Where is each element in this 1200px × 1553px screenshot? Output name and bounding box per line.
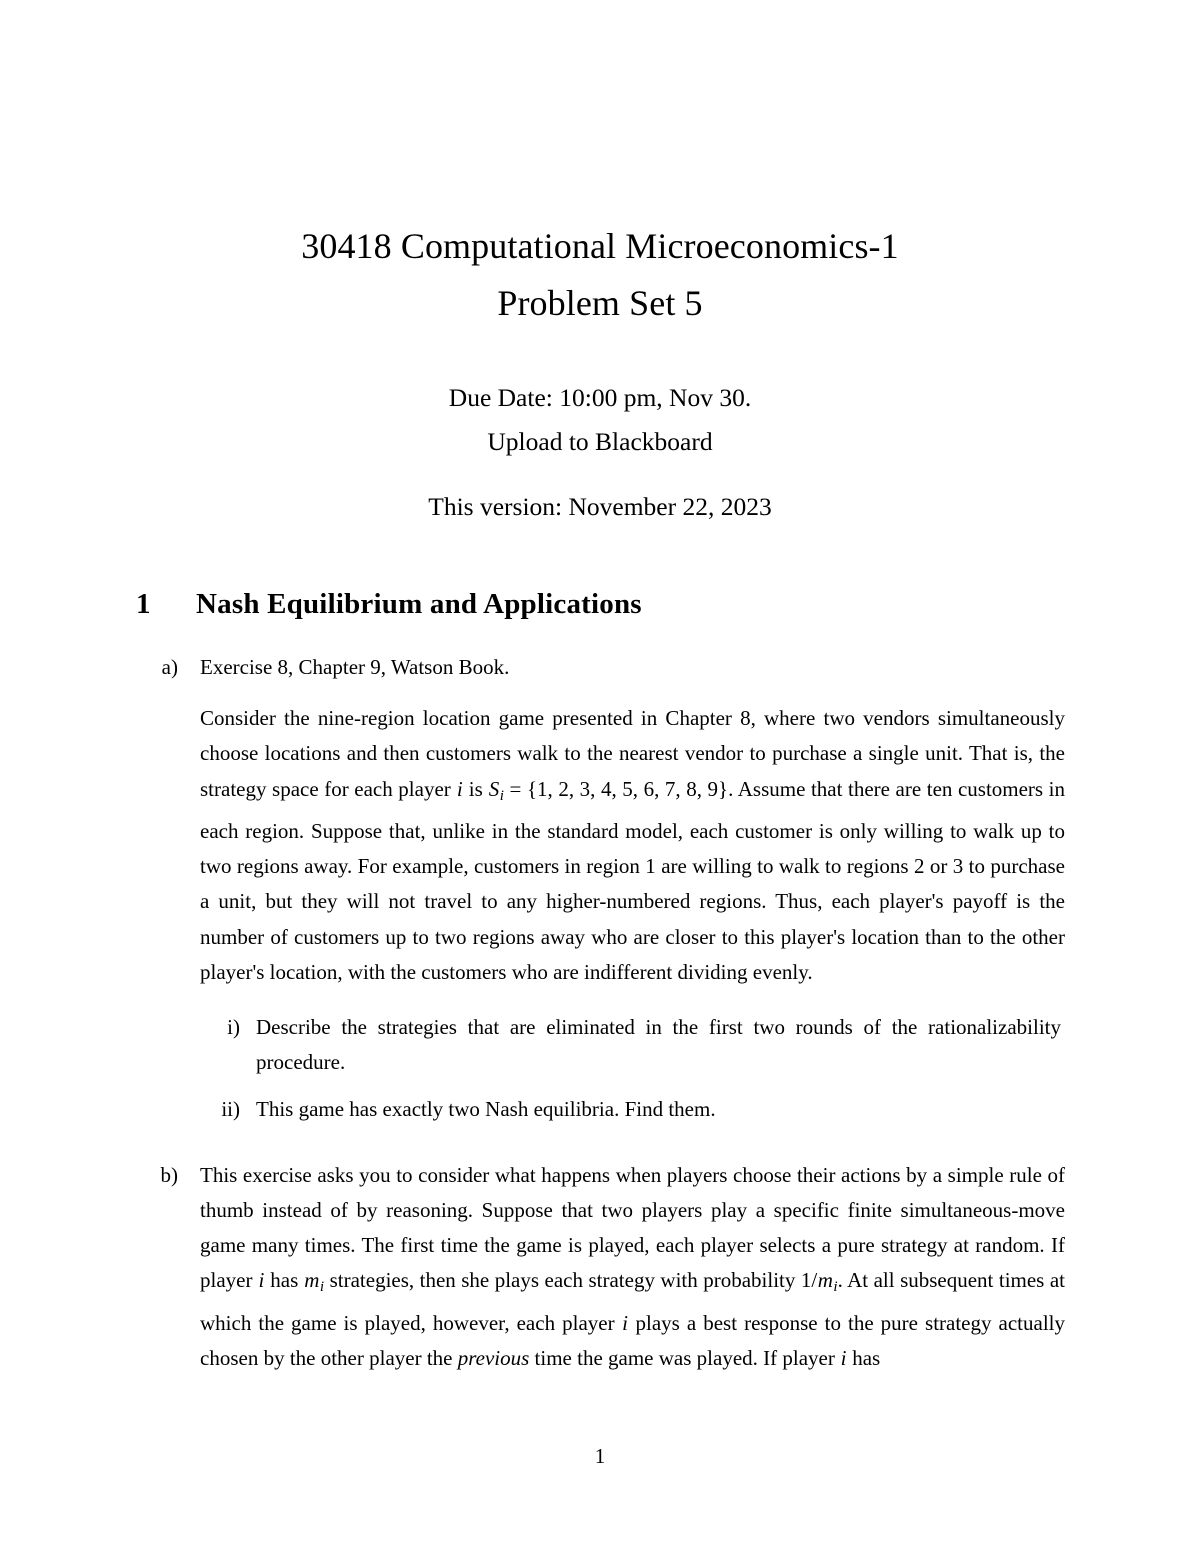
- list-item-a: [0, 650, 1200, 1128]
- subitem-marker-i: i): [227, 1015, 240, 1040]
- math-m-2: m: [817, 1268, 833, 1293]
- section-heading: [136, 588, 642, 621]
- item-marker-b: b): [160, 1162, 178, 1187]
- math-m-subscript: i: [319, 1279, 325, 1296]
- subitem-list-a: [200, 1010, 1065, 1128]
- title-line-2: Problem Set 5: [497, 283, 703, 323]
- math-player-i: i: [456, 776, 463, 801]
- item-a-body-part1: Consider the nine-region location game presented in Chapter 8, where two vendors simultaneously choose locations and then customers walk to the nearest vendor to purchase a single unit. That is, the strategy space for each player: [200, 706, 1065, 801]
- item-b-part4: . At all subsequent times at which the game is played, however, each player: [200, 1268, 1065, 1335]
- document-meta: [135, 385, 1065, 520]
- version-line: This version: November 22, 2023: [428, 492, 772, 521]
- section-number: 1: [136, 588, 151, 620]
- page-number: 1: [594, 1444, 606, 1468]
- title-line-1: 30418 Computational Microeconomics-1: [301, 226, 899, 266]
- item-b-part6: time the game was played. If player: [529, 1345, 841, 1370]
- math-player-i-2: i: [622, 1310, 628, 1335]
- math-strategy-space-S: S: [488, 776, 500, 801]
- math-strategy-space-subscript: i: [499, 787, 504, 804]
- item-a-body: [200, 701, 1065, 990]
- item-a-lead-text: Exercise 8, Chapter 9, Watson Book.: [200, 655, 510, 679]
- subitem-text-i: Describe the strategies that are eliminated in the first two rounds of the rationalizability procedure.: [256, 1015, 1061, 1075]
- subitem-i: [200, 1010, 1065, 1080]
- document-body: [0, 650, 1200, 1376]
- emphasis-previous: previous: [457, 1345, 530, 1370]
- upload-line: Upload to Blackboard: [487, 426, 713, 456]
- item-a-body-part2: is: [463, 776, 489, 801]
- item-spacer: [0, 1128, 1200, 1158]
- item-b-part7: has: [846, 1345, 881, 1370]
- item-a-body-part3: Assume that there are ten customers in each region. Suppose that, unlike in the standard model, each customer is only willing to walk up to two regions away. For example, customers in region 1 are willing to walk to regions 2 or 3 to purchase a unit, but they will not travel to any higher-numbered regions. Thus, each player's payoff is the number of customers up to two regions away who are closer to this player's location than to the other player's location, with the customers who are indifferent dividing evenly.: [200, 776, 1065, 984]
- subitem-marker-ii: ii): [221, 1097, 240, 1122]
- section-title: Nash Equilibrium and Applications: [196, 588, 642, 620]
- item-b-part2: has: [264, 1268, 304, 1293]
- math-player-i-3: i: [840, 1345, 847, 1370]
- math-strategy-set: = {1, 2, 3, 4, 5, 6, 7, 8, 9}.: [504, 776, 734, 801]
- item-marker-a: a): [161, 655, 178, 679]
- math-m-2-subscript: i: [833, 1279, 838, 1296]
- item-b-part3: strategies, then she plays each strategy with probability 1/: [324, 1268, 818, 1293]
- math-m: m: [304, 1268, 320, 1293]
- item-b-body: [200, 1158, 1065, 1376]
- list-item-b: [0, 1158, 1200, 1376]
- math-player-i-1: i: [258, 1268, 265, 1293]
- subitem-text-ii: This game has exactly two Nash equilibria. Find them.: [256, 1097, 716, 1122]
- item-b-part1: This exercise asks you to consider what happens when players choose their actions by a simple rule of thumb instead of by reasoning. Suppose that two players play a specific finite simultaneous-move game many times. The first time the game is played, each player selects a pure strategy at random. If player: [200, 1162, 1065, 1293]
- subitem-ii: [200, 1092, 1065, 1127]
- document-title: [135, 228, 1065, 321]
- due-date-line: Due Date: 10:00 pm, Nov 30.: [448, 383, 752, 412]
- item-b-part5: plays a best response to the pure strategy actually chosen by the other player the: [200, 1310, 1066, 1370]
